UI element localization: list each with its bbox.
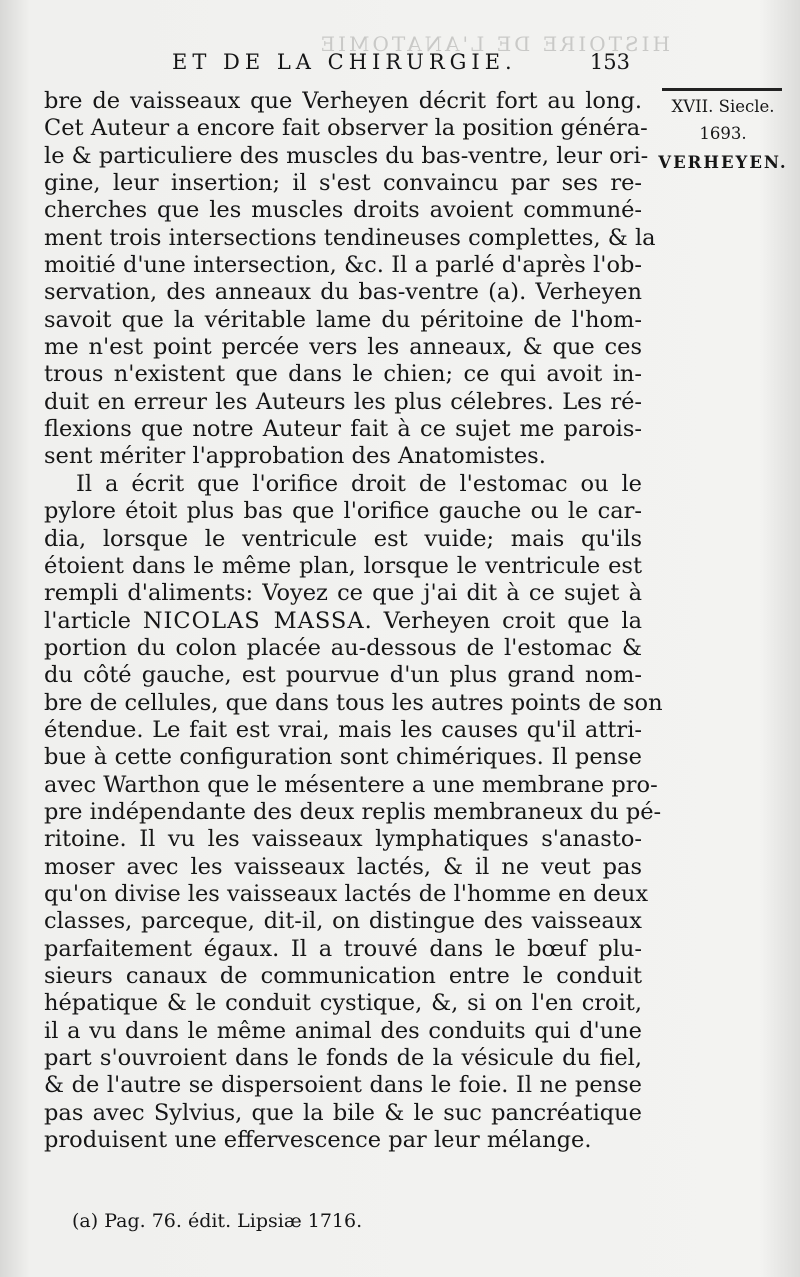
paragraph-1 bbox=[44, 88, 656, 471]
text-line: qu'on divise les vaisseaux lactés de l'homme en deux bbox=[44, 880, 649, 907]
text-line: classes, parceque, dit-il, on distingue des vaisseaux bbox=[44, 908, 642, 935]
text-line: portion du colon placée au-dessous de l'estomac & bbox=[44, 634, 642, 661]
text-line: duit en erreur les Auteurs les plus célebres. Les ré- bbox=[44, 388, 642, 415]
margin-century: XVII. Siecle. bbox=[671, 97, 775, 116]
text-line: pylore étoit plus bas que l'orifice gauche ou le car- bbox=[44, 498, 642, 525]
text-line: trous n'existent que dans le chien; ce qui avoit in- bbox=[44, 361, 642, 388]
bleed-through-text: HISTOIRE DE L'ANATOMIE bbox=[317, 32, 670, 56]
text-line: du côté gauche, est pourvue d'un plus grand nom- bbox=[44, 662, 642, 689]
text-line: moitié d'une intersection, &c. Il a parlé d'après l'ob- bbox=[44, 252, 642, 279]
running-title: ET DE LA CHIRURGIE. bbox=[172, 50, 517, 74]
text-line: dia, lorsque le ventricule est vuide; mais qu'ils bbox=[44, 525, 642, 552]
page-header bbox=[160, 50, 630, 82]
margin-note bbox=[648, 80, 798, 172]
text-line: parfaitement égaux. Il a trouvé dans le bœuf plu- bbox=[44, 935, 642, 962]
cross-reference-name: NICOLAS MASSA bbox=[142, 607, 365, 634]
text-line: part s'ouvroient dans le fonds de la vésicule du fiel, bbox=[44, 1045, 642, 1072]
text-line: l'article NICOLAS MASSA. Verheyen croit que la bbox=[44, 607, 642, 634]
text-line: ment trois intersections tendineuses complettes, & la bbox=[44, 224, 656, 251]
text-line: pas avec Sylvius, que la bile & le suc pancréatique bbox=[44, 1099, 642, 1126]
text-line: Il a écrit que l'orifice droit de l'estomac ou le bbox=[76, 470, 642, 497]
text-line: cherches que les muscles droits avoient communé- bbox=[44, 197, 642, 224]
text-line: Cet Auteur a encore fait observer la position généra- bbox=[44, 115, 648, 142]
footnote: (a) Pag. 76. édit. Lipsiæ 1716. bbox=[72, 1210, 363, 1232]
page-number: 153 bbox=[589, 50, 630, 74]
margin-author: VERHEYEN. bbox=[658, 153, 788, 172]
text-line: pre indépendante des deux replis membraneux du pé- bbox=[44, 798, 662, 825]
text-line: bue à cette configuration sont chimériques. Il pense bbox=[44, 744, 642, 771]
margin-rule bbox=[662, 88, 782, 91]
text-line: le & particuliere des muscles du bas-ventre, leur ori- bbox=[44, 142, 649, 169]
text-line: bre de cellules, que dans tous les autres points de son bbox=[44, 689, 663, 716]
text-line: il a vu dans le même animal des conduits qui d'une bbox=[44, 1017, 642, 1044]
paragraph-2 bbox=[44, 470, 663, 1155]
text-line: bre de vaisseaux que Verheyen décrit fort au long. bbox=[44, 88, 642, 114]
text-line: flexions que notre Auteur fait à ce sujet me parois- bbox=[44, 416, 642, 443]
text-line: sieurs canaux de communication entre le conduit bbox=[44, 963, 642, 989]
margin-year: 1693. bbox=[699, 124, 747, 143]
text-line: sent mériter l'approbation des Anatomistes. bbox=[44, 443, 546, 470]
text-line: moser avec les vaisseaux lactés, & il ne veut pas bbox=[44, 853, 642, 880]
text-line: rempli d'aliments: Voyez ce que j'ai dit à ce sujet à bbox=[44, 580, 642, 607]
text-line: servation, des anneaux du bas-ventre (a). Verheyen bbox=[44, 279, 642, 306]
text-line: avec Warthon que le mésentere a une membrane pro- bbox=[44, 771, 658, 798]
text-line: savoit que la véritable lame du péritoine de l'hom- bbox=[44, 306, 642, 333]
text-line: produisent une effervescence par leur mélange. bbox=[44, 1127, 592, 1154]
text-line: hépatique & le conduit cystique, &, si on l'en croit, bbox=[44, 990, 642, 1017]
text-line: gine, leur insertion; il s'est convaincu par ses re- bbox=[44, 170, 642, 197]
text-line: ritoine. Il vu les vaisseaux lymphatiques s'anasto- bbox=[44, 826, 642, 853]
text-line: & de l'autre se dispersoient dans le foie. Il ne pense bbox=[44, 1072, 642, 1099]
text-line: me n'est point percée vers les anneaux, & que ces bbox=[44, 334, 642, 361]
text-line: étoient dans le même plan, lorsque le ventricule est bbox=[44, 552, 642, 579]
main-text bbox=[44, 88, 663, 1154]
text-line: étendue. Le fait est vrai, mais les causes qu'il attri- bbox=[44, 716, 642, 743]
